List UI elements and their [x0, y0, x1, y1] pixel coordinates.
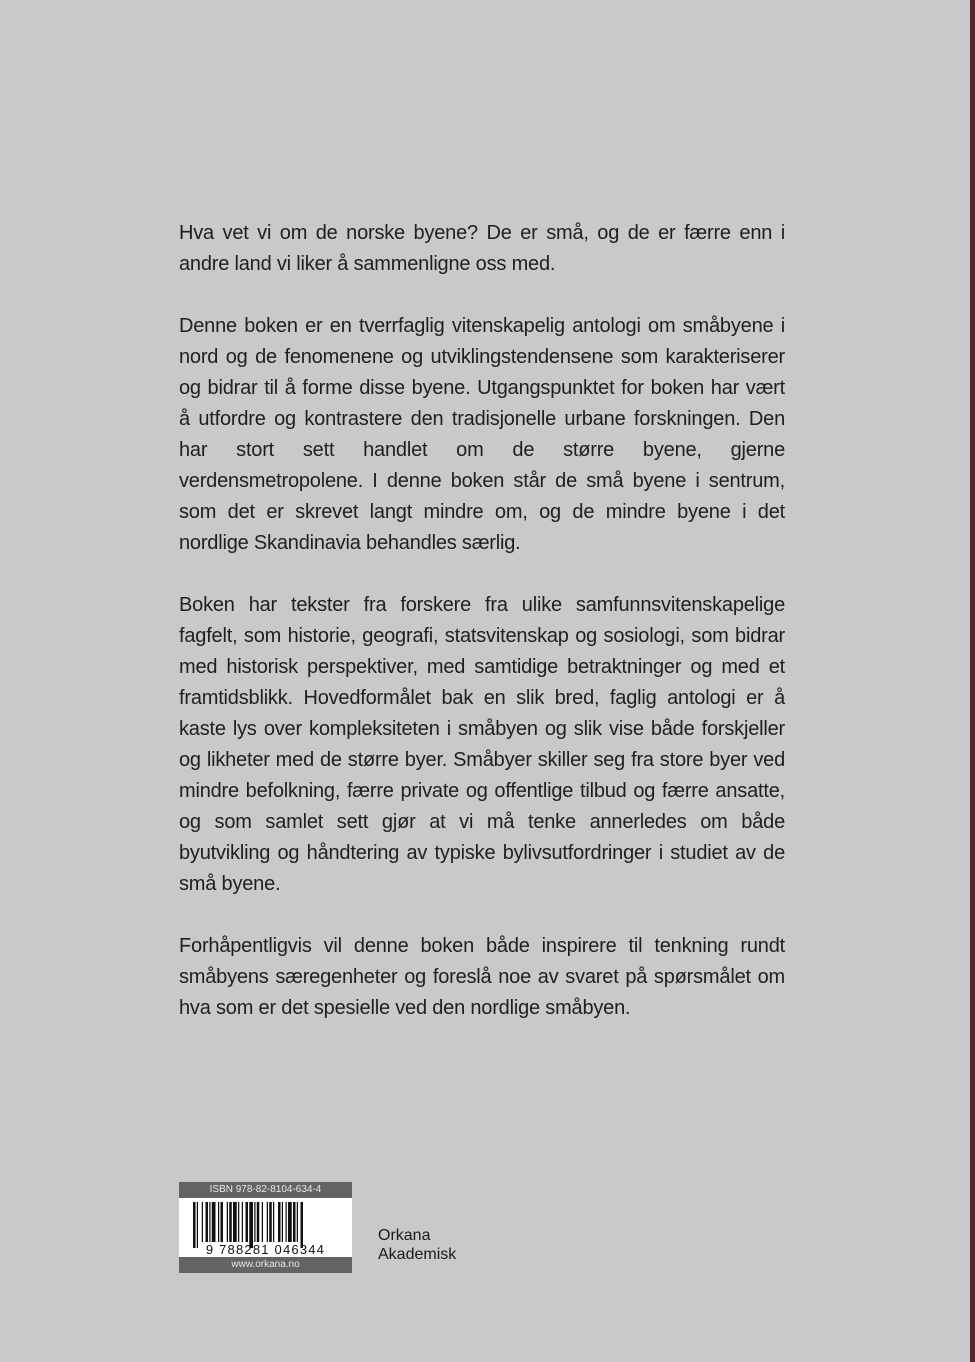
barcode-bar [282, 1202, 283, 1242]
barcode-bar [254, 1202, 255, 1242]
barcode-graphic [179, 1198, 352, 1257]
barcode-bar [242, 1202, 243, 1242]
paragraph-1: Hva vet vi om de norske byene? De er små, og de er færre enn i andre land vi liker å sammenligne oss med. [179, 222, 785, 275]
paragraph-3: Boken har tekster fra forskere fra ulike samfunnsvitenskapelige fagfelt, som historie, geografi, statsvitenskap og sosiologi, som bidrar med historisk perspektiver, med samtidige betraktninger og med et framtidsblikk. Hovedformålet bak en slik bred, faglig antologi er å kaste lys over kompleksiteten i småbyen og slik vise både forskjeller og likheter med de større byer. Småbyer skiller seg fra store byer ved mindre befolkning, færre private og offentlige tilbud og færre ansatte, og som samlet sett gjør at vi må tenke annerledes om både byutvikling og håndtering av typiske bylivsutfordringer i studiet av de små byene. [179, 594, 785, 895]
isbn-label: ISBN 978-82-8104-634-4 [179, 1182, 352, 1198]
barcode-bar [197, 1202, 198, 1248]
barcode-bar [262, 1202, 263, 1242]
barcode-bar [269, 1202, 272, 1242]
barcode-bar [297, 1202, 298, 1242]
back-cover-text [179, 218, 785, 1055]
publisher-url: www.orkana.no [179, 1257, 352, 1273]
barcode-bar [293, 1202, 296, 1242]
barcode-bar [202, 1202, 203, 1242]
barcode-bar [238, 1202, 239, 1242]
paragraph-2: Denne boken er en tverrfaglig vitenskapelig antologi om småbyene i nord og de fenomenene og utviklingstendensene som karakteriserer og bidrar til å forme disse byene. Utgangspunktet for boken har vært å utfordre og kontrastere den tradisjonelle urbane forskningen. Den har stort sett handlet om de større byene, gjerne verdensmetropolene. I denne boken står de små byene i sentrum, som det er skrevet langt mindre om, og de mindre byene i det nordlige Skandinavia behandles særlig. [179, 315, 785, 554]
barcode-bar [278, 1202, 281, 1242]
barcode-bar [209, 1202, 210, 1242]
publisher-name [378, 1226, 456, 1264]
barcode-bars [179, 1198, 352, 1257]
publisher-line-1: Orkana [378, 1227, 431, 1244]
barcode-bar [273, 1202, 274, 1242]
barcode-bar [212, 1202, 216, 1242]
barcode-bar [233, 1202, 237, 1242]
barcode-digits: 9 788281 046344 [205, 1242, 326, 1257]
spine-edge [970, 0, 975, 1362]
barcode-bar [257, 1202, 260, 1242]
barcode-bar [229, 1202, 232, 1242]
publisher-line-2: Akademisk [378, 1246, 457, 1263]
paragraph-4: Forhåpentligvis vil denne boken både inspirere til tenkning rundt småbyens særegenheter og foreslå noe av svaret på spørsmålet om hva som er det spesielle ved den nordlige småbyen. [179, 935, 785, 1019]
barcode-bar [267, 1202, 268, 1242]
barcode-bar [221, 1202, 224, 1242]
barcode-bar [288, 1202, 292, 1242]
barcode-bar [193, 1202, 196, 1248]
barcode-bar [218, 1202, 219, 1242]
barcode-bar [246, 1202, 249, 1242]
barcode-bar [227, 1202, 228, 1242]
barcode-bar [206, 1202, 209, 1242]
isbn-barcode [179, 1182, 352, 1273]
barcode-bar [286, 1202, 287, 1242]
